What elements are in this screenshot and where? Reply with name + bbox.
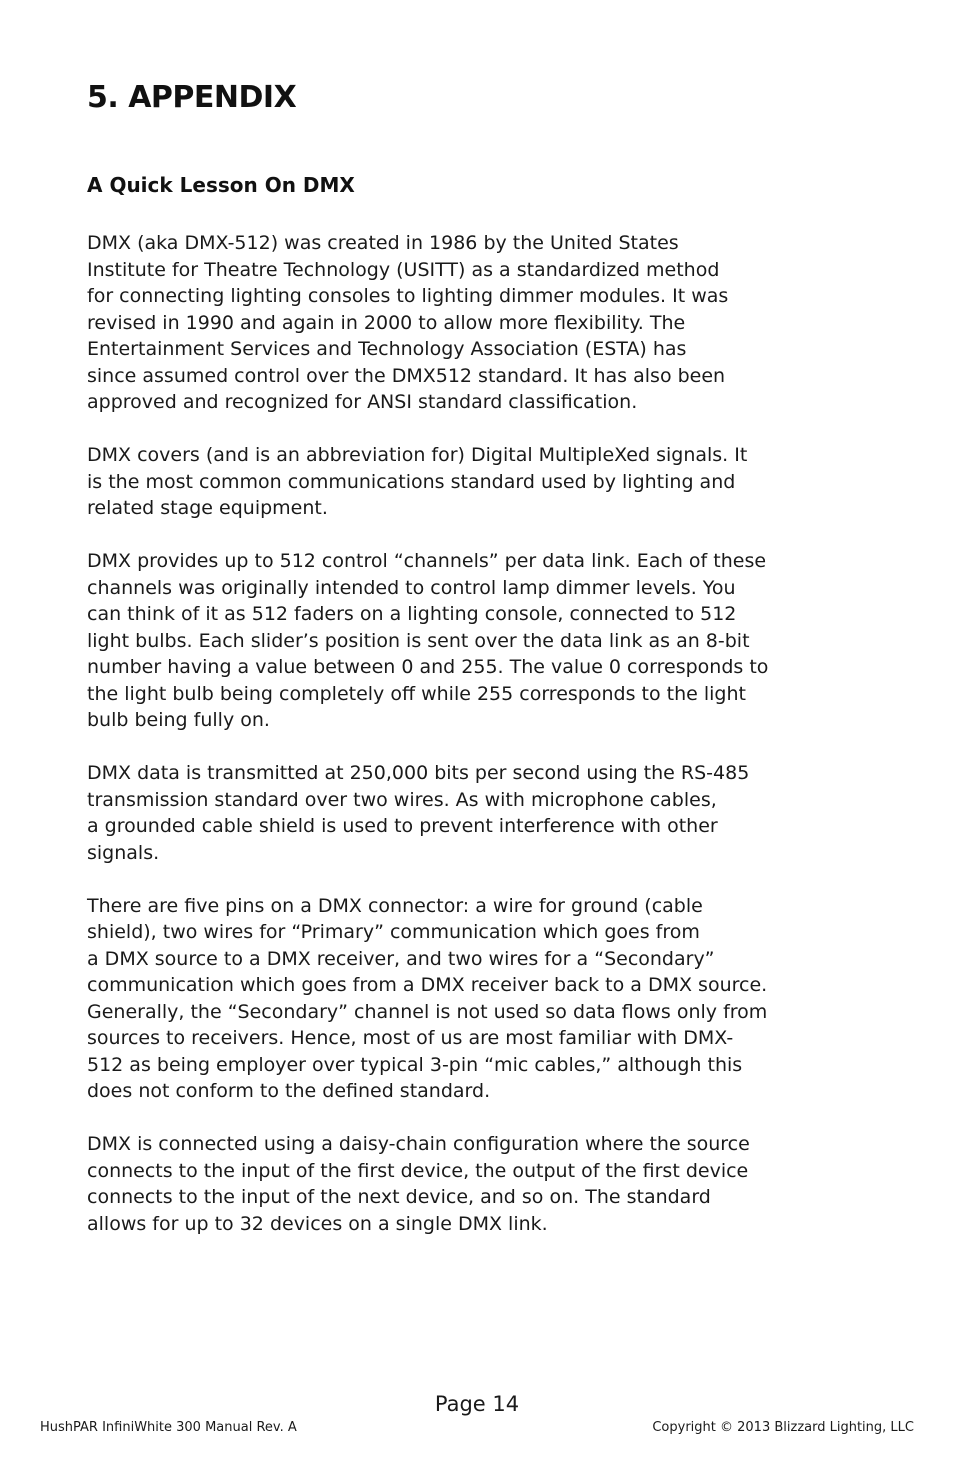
section-title: 5. APPENDIX — [87, 80, 297, 115]
paragraph: There are five pins on a DMX connector: a wire for ground (cable shield), two wires for “Primary” communication which goes from a DMX source to a DMX receiver, and two wires for a “Secondary” communication which goes from a DMX receiver back to a DMX source. Generally, the “Secondary” channel is not used so data flows only from sources to receivers. Hence, most of us are most familiar with DMX- 512 as being employer over typical 3-pin “mic cables,” although this does not conform to the defined standard. — [87, 894, 768, 1102]
paragraph: DMX provides up to 512 control “channels” per data link. Each of these channels was originally intended to control lamp dimmer levels. You can think of it as 512 faders on a lighting console, connected to 512 light bulbs. Each slider’s position is sent over the data link as an 8-bit number having a value between 0 and 255. The value 0 corresponds to the light bulb being completely off while 255 corresponds to the light bulb being fully on. — [87, 550, 769, 731]
footer-manual-title: HushPAR InfiniWhite 300 Manual Rev. A — [40, 1420, 297, 1435]
paragraph: DMX is connected using a daisy-chain configuration where the source connects to the input of the first device, the output of the first device connects to the input of the next device, and so on. The standard allows for up to 32 devices on a single DMX link. — [87, 1133, 750, 1235]
paragraph: DMX data is transmitted at 250,000 bits per second using the RS-485 transmission standard over two wires. As with microphone cables, a grounded cable shield is used to prevent interference with other signals. — [87, 762, 750, 864]
paragraph: DMX (aka DMX-512) was created in 1986 by the United States Institute for Theatre Technology (USITT) as a standardized method for connecting lighting consoles to lighting dimmer modules. It was revised in 1990 and again in 2000 to allow more flexibility. The Entertainment Services and Technology Association (ESTA) has since assumed control over the DMX512 standard. It has also been approved and recognized for ANSI standard classification. — [87, 232, 729, 413]
paragraph: DMX covers (and is an abbreviation for) Digital MultipleXed signals. It is the most common communications standard used by lighting and related stage equipment. — [87, 444, 748, 519]
page-number: Page 14 — [434, 1392, 520, 1416]
footer-copyright: Copyright © 2013 Blizzard Lighting, LLC — [652, 1420, 914, 1435]
lesson-title: A Quick Lesson On DMX — [87, 173, 355, 197]
body-text — [87, 230, 887, 1264]
